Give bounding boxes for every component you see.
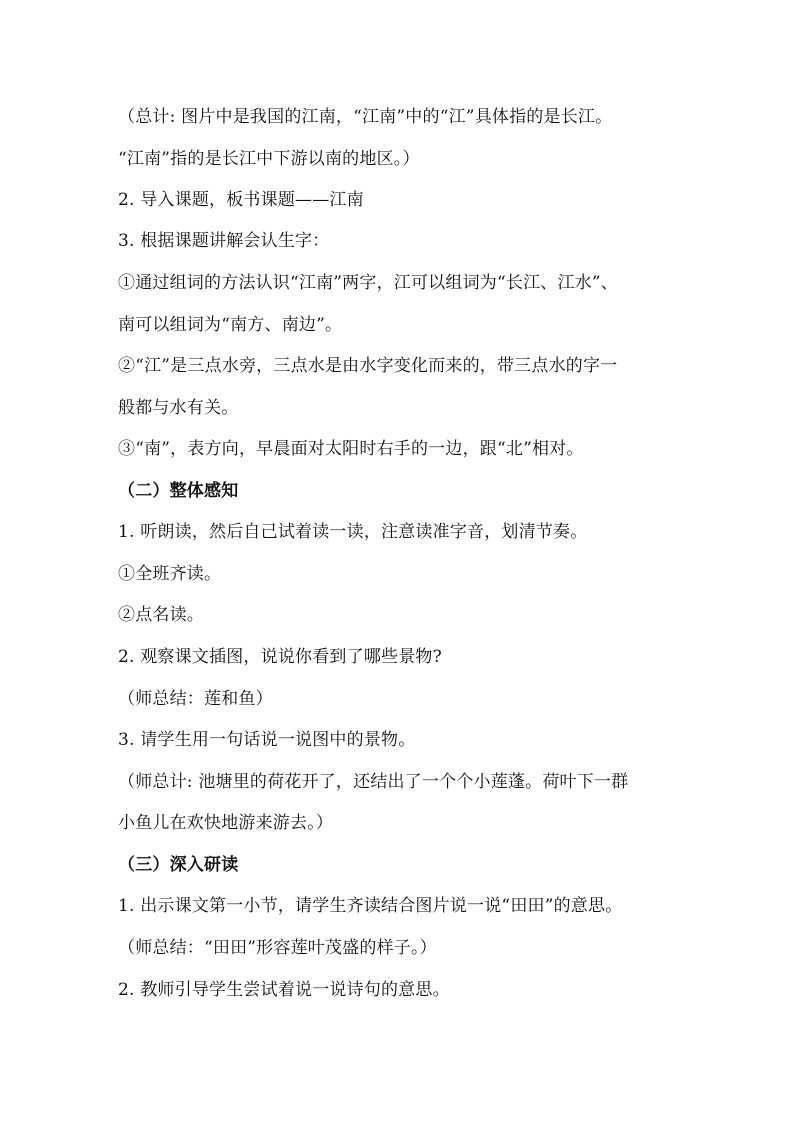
teacher-summary-2-line-1: （师总计: 池塘里的荷花开了，还结出了一个个小莲蓬。荷叶下一群 bbox=[118, 772, 629, 792]
char-note-2-line-1: ②“江”是三点水旁，三点水是由水字变化而来的，带三点水的字一 bbox=[118, 356, 618, 376]
summary-note-line-2: “江南”指的是长江中下游以南的地区。） bbox=[118, 149, 420, 169]
section-heading-2: （二）整体感知 bbox=[118, 481, 239, 501]
teacher-summary-2-line-2: 小鱼儿在欢快地游来游去。） bbox=[118, 813, 334, 833]
describe-scene-step: 3. 请学生用一句话说一说图中的景物。 bbox=[118, 730, 416, 750]
char-note-2-line-2: 般都与水有关。 bbox=[118, 398, 239, 418]
teacher-summary-3: （师总结：“田田”形容莲叶茂盛的样子。） bbox=[118, 938, 437, 958]
char-note-1-line-2: 南可以组词为“南方、南边”。 bbox=[118, 315, 343, 335]
guide-meaning-step: 2. 教师引导学生尝试着说一说诗句的意思。 bbox=[118, 980, 450, 1000]
section-heading-3: （三）深入研读 bbox=[118, 855, 239, 875]
char-note-1-line-1: ①通过组词的方法认识“江南”两字，江可以组词为“长江、江水”、 bbox=[118, 273, 618, 293]
char-note-3: ③“南”，表方向，早晨面对太阳时右手的一边，跟“北”相对。 bbox=[118, 439, 584, 459]
listen-read-step: 1. 听朗读，然后自己试着读一读，注意读准字音，划清节奏。 bbox=[118, 522, 588, 542]
observe-illustration-step: 2. 观察课文插图，说说你看到了哪些景物? bbox=[118, 647, 442, 667]
summary-note-line-1: （总计: 图片中是我国的江南，“江南”中的“江”具体指的是长江。 bbox=[118, 107, 613, 127]
read-item-2: ②点名读。 bbox=[118, 605, 204, 625]
teacher-summary-1: （师总结：莲和鱼） bbox=[118, 689, 273, 709]
read-item-1: ①全班齐读。 bbox=[118, 564, 222, 584]
show-verse-step: 1. 出示课文第一小节，请学生齐读结合图片说一说“田田”的意思。 bbox=[118, 896, 623, 916]
step-2-text: 2. 导入课题，板书课题——江南 bbox=[118, 190, 364, 210]
step-3-text: 3. 根据课题讲解会认生字： bbox=[118, 231, 330, 251]
